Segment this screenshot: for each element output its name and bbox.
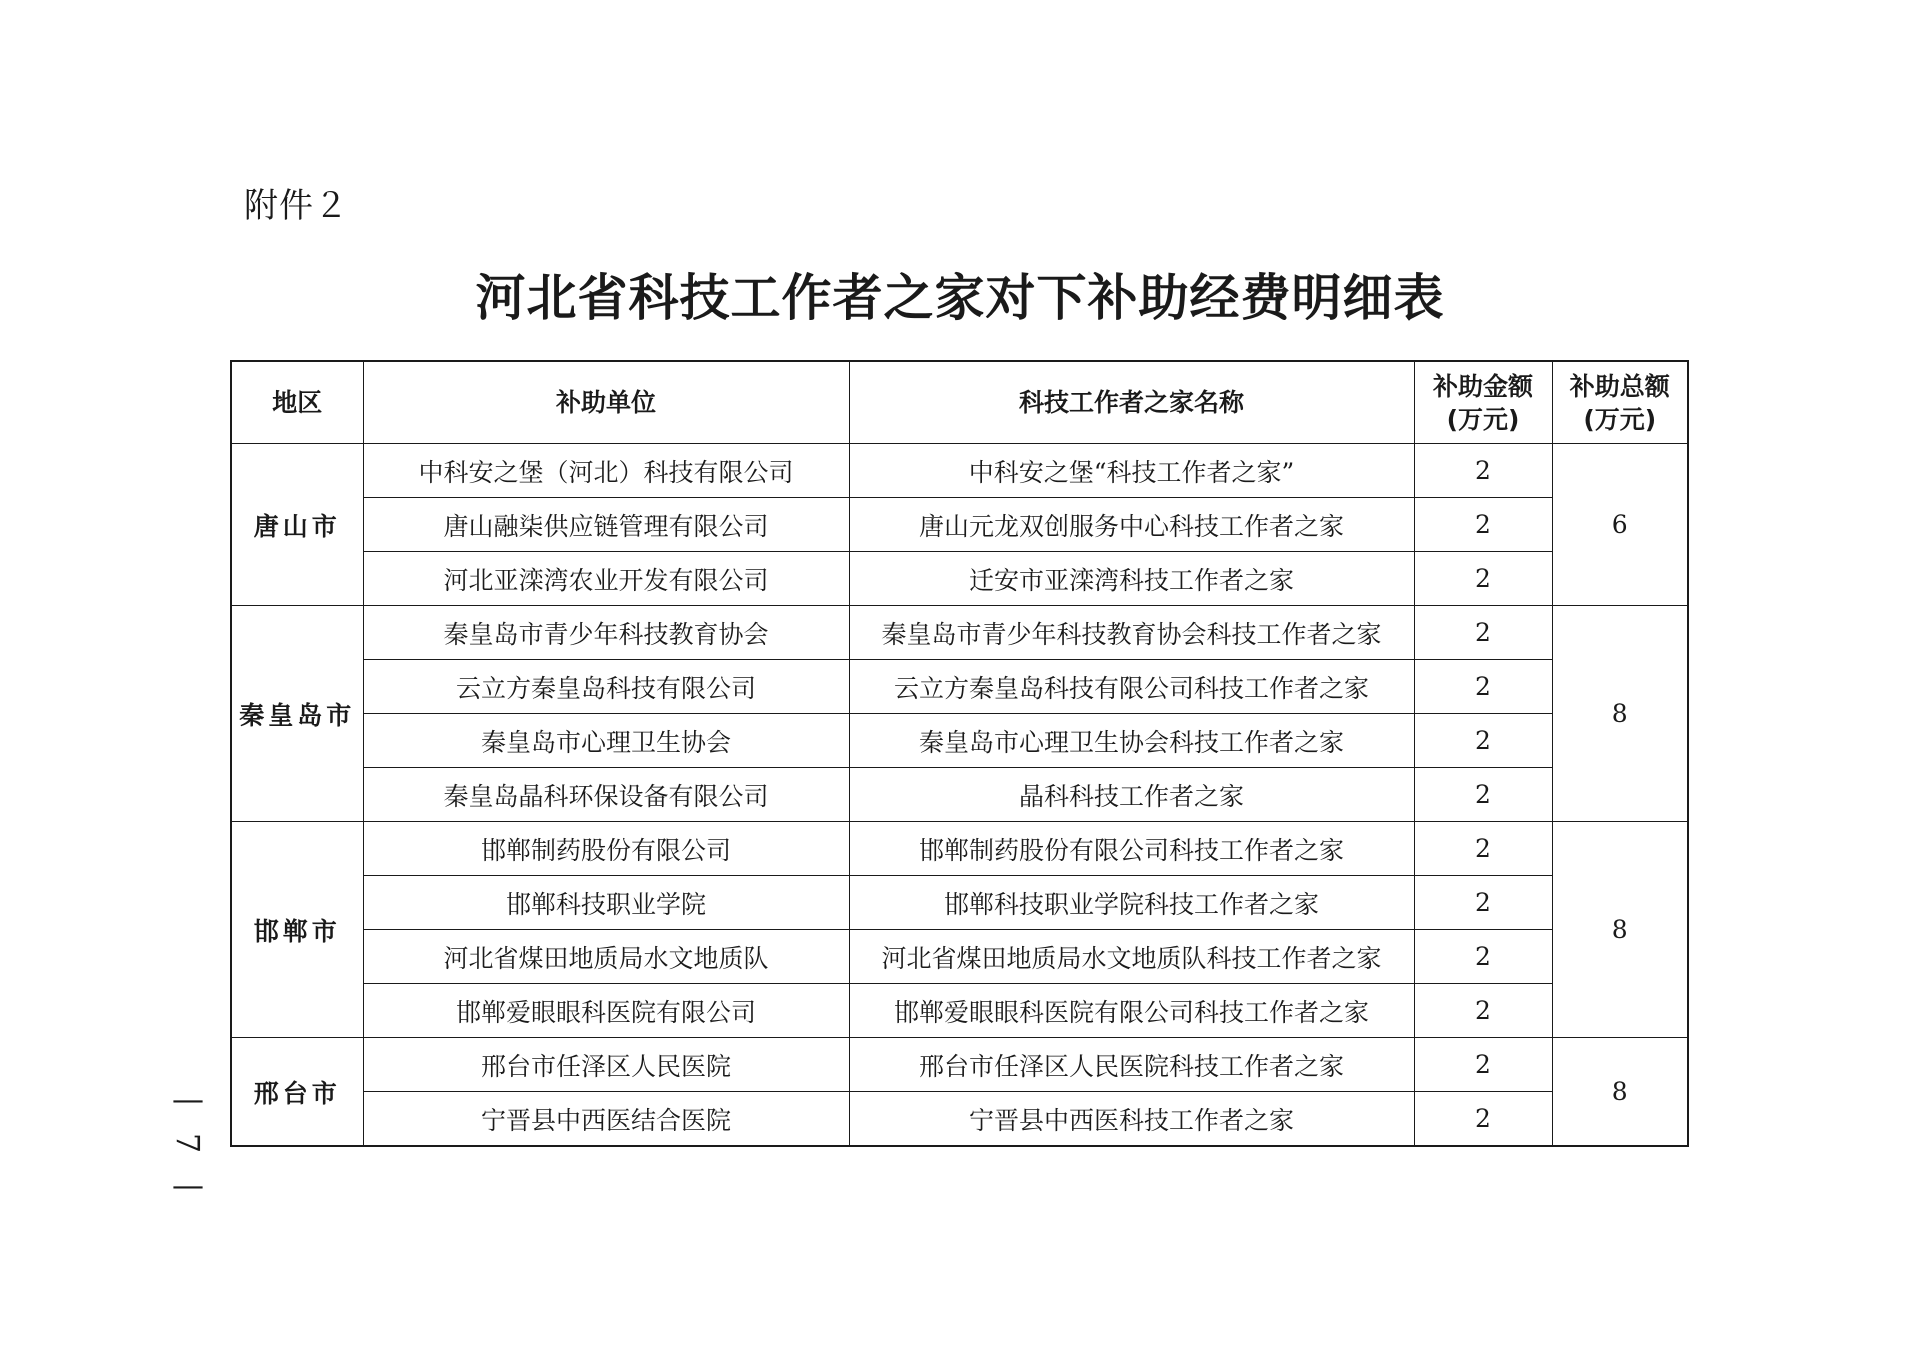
column-header-total-line1: 补助总额 — [1569, 371, 1670, 401]
column-header-amount-line1: 补助金额 — [1432, 371, 1533, 401]
page-number-dash-top: — — [172, 1080, 204, 1118]
page-number — [168, 1080, 208, 1204]
home-name-cell: 迁安市亚滦湾科技工作者之家 — [849, 552, 1414, 606]
table-row — [231, 552, 1688, 606]
home-name-cell: 宁晋县中西医科技工作者之家 — [849, 1092, 1414, 1147]
table-row — [231, 660, 1688, 714]
region-cell: 邢台市 — [231, 1038, 363, 1147]
table-row — [231, 768, 1688, 822]
home-name-cell: 唐山元龙双创服务中心科技工作者之家 — [849, 498, 1414, 552]
unit-cell: 宁晋县中西医结合医院 — [363, 1092, 849, 1147]
amount-cell: 2 — [1414, 1038, 1552, 1092]
total-cell: 8 — [1552, 822, 1688, 1038]
amount-cell: 2 — [1414, 552, 1552, 606]
amount-cell: 2 — [1414, 660, 1552, 714]
region-cell: 唐山市 — [231, 444, 363, 606]
column-header-home-name: 科技工作者之家名称 — [849, 361, 1414, 444]
amount-cell: 2 — [1414, 606, 1552, 660]
column-header-amount-line2: (万元) — [1446, 404, 1520, 434]
amount-cell: 2 — [1414, 498, 1552, 552]
unit-cell: 邯郸制药股份有限公司 — [363, 822, 849, 876]
table-row — [231, 876, 1688, 930]
amount-cell: 2 — [1414, 984, 1552, 1038]
table-row — [231, 444, 1688, 498]
amount-cell: 2 — [1414, 444, 1552, 498]
unit-cell: 河北省煤田地质局水文地质队 — [363, 930, 849, 984]
home-name-cell: 中科安之堡“科技工作者之家” — [849, 444, 1414, 498]
unit-cell: 邯郸科技职业学院 — [363, 876, 849, 930]
subsidy-detail-table — [230, 360, 1689, 1147]
column-header-total-line2: (万元) — [1583, 404, 1657, 434]
total-cell: 8 — [1552, 606, 1688, 822]
home-name-cell: 云立方秦皇岛科技有限公司科技工作者之家 — [849, 660, 1414, 714]
home-name-cell: 秦皇岛市心理卫生协会科技工作者之家 — [849, 714, 1414, 768]
total-cell: 6 — [1552, 444, 1688, 606]
document-title: 河北省科技工作者之家对下补助经费明细表 — [475, 268, 1445, 327]
table-row — [231, 984, 1688, 1038]
home-name-cell: 邯郸爱眼眼科医院有限公司科技工作者之家 — [849, 984, 1414, 1038]
table-row — [231, 1038, 1688, 1092]
amount-cell: 2 — [1414, 768, 1552, 822]
unit-cell: 秦皇岛晶科环保设备有限公司 — [363, 768, 849, 822]
unit-cell: 邯郸爱眼眼科医院有限公司 — [363, 984, 849, 1038]
unit-cell: 邢台市任泽区人民医院 — [363, 1038, 849, 1092]
column-header-unit: 补助单位 — [363, 361, 849, 444]
home-name-cell: 邢台市任泽区人民医院科技工作者之家 — [849, 1038, 1414, 1092]
column-header-amount — [1414, 361, 1552, 444]
table-row — [231, 930, 1688, 984]
page-number-value: 7 — [169, 1132, 207, 1154]
table-header-row — [231, 361, 1688, 444]
attachment-label: 附件２ — [244, 186, 349, 226]
home-name-cell: 河北省煤田地质局水文地质队科技工作者之家 — [849, 930, 1414, 984]
unit-cell: 秦皇岛市心理卫生协会 — [363, 714, 849, 768]
home-name-cell: 邯郸制药股份有限公司科技工作者之家 — [849, 822, 1414, 876]
amount-cell: 2 — [1414, 822, 1552, 876]
amount-cell: 2 — [1414, 714, 1552, 768]
unit-cell: 中科安之堡（河北）科技有限公司 — [363, 444, 849, 498]
amount-cell: 2 — [1414, 876, 1552, 930]
column-header-total — [1552, 361, 1688, 444]
total-cell: 8 — [1552, 1038, 1688, 1147]
table-row — [231, 822, 1688, 876]
page-number-dash-bottom: — — [172, 1166, 204, 1204]
table-row — [231, 714, 1688, 768]
amount-cell: 2 — [1414, 930, 1552, 984]
home-name-cell: 晶科科技工作者之家 — [849, 768, 1414, 822]
table-row — [231, 1092, 1688, 1147]
unit-cell: 河北亚滦湾农业开发有限公司 — [363, 552, 849, 606]
column-header-region: 地区 — [231, 361, 363, 444]
table-row — [231, 606, 1688, 660]
amount-cell: 2 — [1414, 1092, 1552, 1147]
unit-cell: 唐山融柒供应链管理有限公司 — [363, 498, 849, 552]
region-cell: 秦皇岛市 — [231, 606, 363, 822]
unit-cell: 云立方秦皇岛科技有限公司 — [363, 660, 849, 714]
home-name-cell: 邯郸科技职业学院科技工作者之家 — [849, 876, 1414, 930]
region-cell: 邯郸市 — [231, 822, 363, 1038]
home-name-cell: 秦皇岛市青少年科技教育协会科技工作者之家 — [849, 606, 1414, 660]
unit-cell: 秦皇岛市青少年科技教育协会 — [363, 606, 849, 660]
table-row — [231, 498, 1688, 552]
